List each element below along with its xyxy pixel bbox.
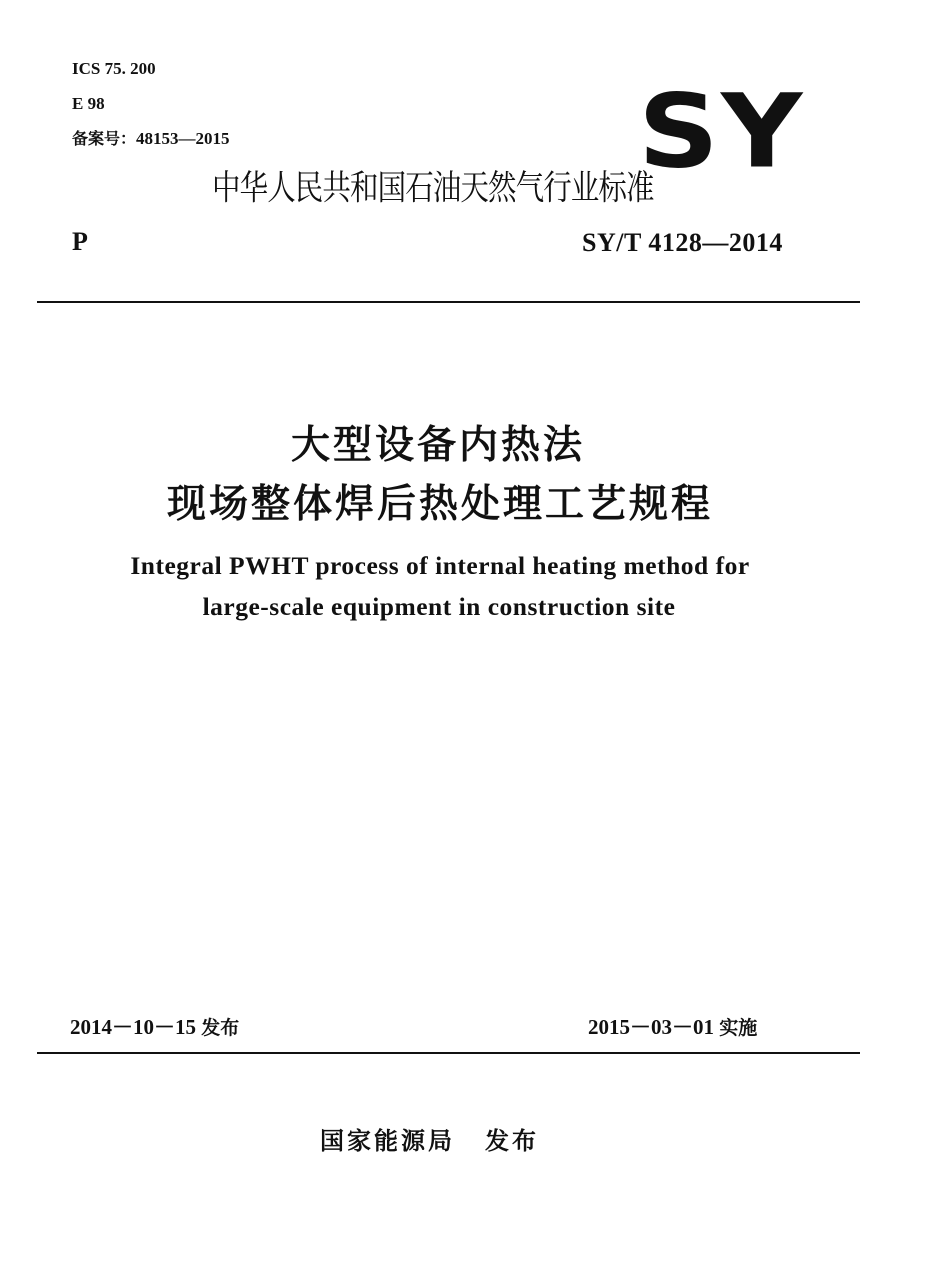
issue-label: 发布	[201, 1017, 240, 1039]
filing-label: 备案号：	[72, 129, 137, 148]
filing-number: 48153—2015	[136, 129, 230, 148]
title-english-line-1: Integral PWHT process of internal heating method for	[130, 551, 750, 580]
implementation-date: 2015－03－01	[588, 1015, 714, 1039]
standard-organization-title: 中华人民共和国石油天然气行业标准	[212, 168, 654, 209]
filing-number-line	[72, 129, 230, 149]
issue-date: 2014－10－15	[70, 1015, 196, 1039]
implementation-label: 实施	[719, 1017, 758, 1039]
title-english-line-2: large-scale equipment in construction site	[202, 592, 676, 621]
sy-logo: SY	[638, 71, 805, 191]
issue-date-line	[70, 1014, 239, 1041]
publisher-action: 发布	[485, 1127, 539, 1155]
classification-code: E 98	[72, 94, 105, 113]
publisher-name: 国家能源局	[320, 1127, 455, 1155]
implementation-date-line	[588, 1014, 757, 1041]
ics-code: ICS 75. 200	[72, 59, 156, 78]
title-chinese-line-1: 大型设备内热法	[290, 423, 585, 468]
title-chinese-line-2: 现场整体焊后热处理工艺规程	[166, 482, 713, 527]
top-divider	[37, 301, 860, 303]
publisher-line	[320, 1124, 539, 1158]
bottom-divider	[37, 1052, 860, 1054]
standard-number: SY/T 4128—2014	[582, 228, 783, 257]
category-letter: P	[72, 227, 88, 256]
